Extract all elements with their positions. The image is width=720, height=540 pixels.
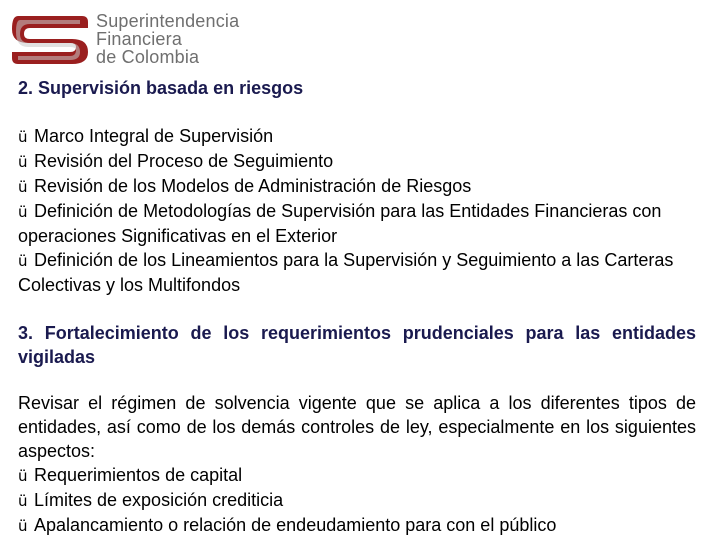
list-item-text: Requerimientos de capital [34,465,243,485]
list-item [18,199,696,248]
list-item [18,124,696,149]
list-item-text: Definición de los Lineamientos para la Supervisión y Seguimiento a las Carteras Colectivas y los Multifondos [18,250,674,295]
list-item-text: Revisión de los Modelos de Administración de Riesgos [34,176,472,196]
logo-line-3: de Colombia [96,47,200,67]
list-item [18,174,696,199]
list-item [18,149,696,174]
list-item-text: Apalancamiento o relación de endeudamiento para con el público [34,515,557,535]
spacer [18,369,696,391]
checkmark-icon: ü [18,492,28,510]
section-2-title: 2. Supervisión basada en riesgos [18,78,304,98]
checkmark-icon: ü [18,178,28,196]
list-item-text: Marco Integral de Supervisión [34,126,274,146]
list-item [18,463,696,488]
logo-line-1: Superintendencia [96,11,240,31]
logo-wordmark [96,12,239,66]
list-item [18,488,696,513]
checkmark-icon: ü [18,467,28,485]
list-item-text: Límites de exposición crediticia [34,490,284,510]
checkmark-icon: ü [18,203,28,221]
list-item [18,248,696,297]
list-item [18,513,696,538]
spacer [18,100,696,124]
logo-s-mark-icon [10,12,90,68]
superintendencia-logo [10,10,270,70]
section-3-list [18,463,696,538]
checkmark-icon: ü [18,252,28,270]
section-3-title: 3. Fortalecimiento de los requerimientos prudenciales para las entidades vigiladas [18,323,696,367]
list-item-text: Revisión del Proceso de Seguimiento [34,151,334,171]
spacer [18,297,696,321]
section-3-paragraph: Revisar el régimen de solvencia vigente que se aplica a los diferentes tipos de entidades, así como de los demás controles de ley, especialmente en los siguientes aspectos: [18,393,696,461]
checkmark-icon: ü [18,517,28,535]
checkmark-icon: ü [18,128,28,146]
list-item-text: Definición de Metodologías de Supervisión para las Entidades Financieras con operaciones Significativas en el Exterior [18,201,662,246]
section-2-list [18,124,696,297]
slide-content [18,76,696,538]
checkmark-icon: ü [18,153,28,171]
logo-line-2: Financiera [96,29,183,49]
